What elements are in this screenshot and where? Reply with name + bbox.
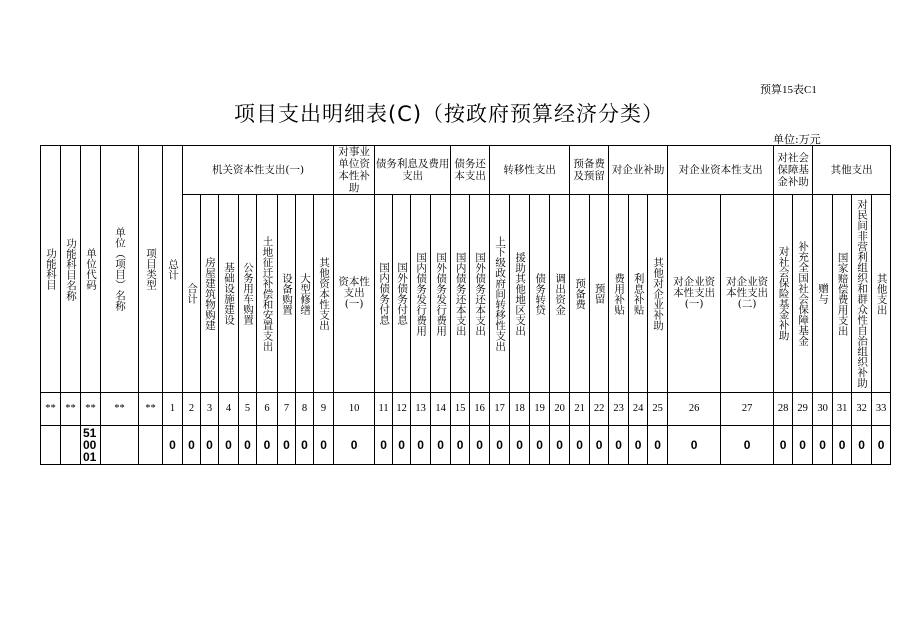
column-number: 25 bbox=[648, 393, 668, 426]
subheader-25: 对企业资本性支出(一) bbox=[668, 195, 721, 393]
cell-unit-name bbox=[101, 426, 139, 465]
value-cell: 0 bbox=[510, 426, 530, 465]
column-number: 29 bbox=[793, 393, 813, 426]
column-number: 6 bbox=[257, 393, 278, 426]
subheader-30: 国家赔偿费用支出 bbox=[833, 195, 852, 393]
column-number: 20 bbox=[550, 393, 570, 426]
group-reserve: 预备费及预留 bbox=[570, 146, 609, 195]
header-row-groups bbox=[41, 146, 891, 195]
subheader-3: 基础设施建设 bbox=[219, 195, 239, 393]
value-cell: 0 bbox=[490, 426, 510, 465]
value-cell: 0 bbox=[375, 426, 393, 465]
column-number: ** bbox=[101, 393, 139, 426]
group-transfer: 转移性支出 bbox=[490, 146, 570, 195]
value-cell: 0 bbox=[393, 426, 411, 465]
subheader-11: 国外债务付息 bbox=[393, 195, 411, 393]
page-title: 项目支出明细表(C)（按政府预算经济分类） bbox=[233, 102, 665, 126]
value-cell: 0 bbox=[219, 426, 239, 465]
column-number: ** bbox=[81, 393, 101, 426]
value-cell: 0 bbox=[774, 426, 793, 465]
value-cell: 0 bbox=[530, 426, 550, 465]
column-number: 27 bbox=[721, 393, 774, 426]
column-number: 23 bbox=[609, 393, 629, 426]
subheader-10: 国内债务付息 bbox=[375, 195, 393, 393]
column-number: 17 bbox=[490, 393, 510, 426]
value-cell: 0 bbox=[257, 426, 278, 465]
value-cell: 0 bbox=[239, 426, 257, 465]
subheader-26: 对企业资本性支出(二) bbox=[721, 195, 774, 393]
column-number: 3 bbox=[201, 393, 219, 426]
column-number: 2 bbox=[183, 393, 201, 426]
group-institution-capital-subsidy: 对事业单位资本性补助 bbox=[334, 146, 375, 195]
header-function-code: 功能科目 bbox=[41, 146, 61, 393]
header-project-type: 项目类型 bbox=[139, 146, 163, 393]
value-cell: 0 bbox=[451, 426, 470, 465]
column-number: 32 bbox=[852, 393, 872, 426]
subheader-5: 土地征迁补偿和安置支出 bbox=[257, 195, 278, 393]
subheader-19: 调出资金 bbox=[550, 195, 570, 393]
subheader-17: 援助其他地区支出 bbox=[510, 195, 530, 393]
subheader-22: 费用补贴 bbox=[609, 195, 629, 393]
cell-project-type bbox=[139, 426, 163, 465]
value-cell: 0 bbox=[648, 426, 668, 465]
value-cell: 0 bbox=[183, 426, 201, 465]
column-number: 10 bbox=[334, 393, 375, 426]
column-number: 5 bbox=[239, 393, 257, 426]
column-number: ** bbox=[139, 393, 163, 426]
column-number: 15 bbox=[451, 393, 470, 426]
group-social-security: 对社会保障基金补助 bbox=[774, 146, 813, 195]
subheader-24: 其他对企业补助 bbox=[648, 195, 668, 393]
subheader-23: 利息补贴 bbox=[629, 195, 648, 393]
column-number: 16 bbox=[470, 393, 490, 426]
subheader-32: 其他支出 bbox=[872, 195, 891, 393]
group-debt-interest: 债务利息及费用支出 bbox=[375, 146, 451, 195]
subheader-28: 补充全国社会保障基金 bbox=[793, 195, 813, 393]
value-cell: 0 bbox=[590, 426, 609, 465]
subheader-27: 对社会保险基金补助 bbox=[774, 195, 793, 393]
subheader-18: 债务转贷 bbox=[530, 195, 550, 393]
group-capital-expenditure-1: 机关资本性支出(一) bbox=[183, 146, 334, 195]
subheader-2: 房屋建筑物购建 bbox=[201, 195, 219, 393]
column-number: 1 bbox=[163, 393, 183, 426]
value-cell: 0 bbox=[470, 426, 490, 465]
subheader-31: 对民间非营利组织和群众性自治组织补助 bbox=[852, 195, 872, 393]
value-cell: 0 bbox=[668, 426, 721, 465]
subheader-13: 国外债务发行费用 bbox=[431, 195, 451, 393]
column-number: 28 bbox=[774, 393, 793, 426]
value-cell: 0 bbox=[334, 426, 375, 465]
header-total: 总计 bbox=[163, 146, 183, 393]
group-enterprise-capital: 对企业资本性支出 bbox=[668, 146, 774, 195]
expenditure-table bbox=[40, 145, 891, 465]
value-cell: 0 bbox=[629, 426, 648, 465]
column-number: ** bbox=[41, 393, 61, 426]
column-number: 8 bbox=[296, 393, 314, 426]
subheader-6: 设备购置 bbox=[278, 195, 296, 393]
subheader-16: 上下级政府间转移性支出 bbox=[490, 195, 510, 393]
column-number: 31 bbox=[833, 393, 852, 426]
subheader-1: 合计 bbox=[183, 195, 201, 393]
subheader-14: 国内债务还本支出 bbox=[451, 195, 470, 393]
value-cell: 0 bbox=[314, 426, 334, 465]
column-number: 12 bbox=[393, 393, 411, 426]
header-function-name: 功能科目名称 bbox=[61, 146, 81, 393]
subheader-12: 国内债务发行费用 bbox=[411, 195, 431, 393]
subheader-20: 预备费 bbox=[570, 195, 590, 393]
column-number: 18 bbox=[510, 393, 530, 426]
value-cell: 0 bbox=[609, 426, 629, 465]
value-cell: 0 bbox=[411, 426, 431, 465]
value-cell: 0 bbox=[813, 426, 833, 465]
value-cell: 0 bbox=[163, 426, 183, 465]
value-cell: 0 bbox=[793, 426, 813, 465]
table-row bbox=[41, 426, 891, 465]
group-enterprise-subsidy: 对企业补助 bbox=[609, 146, 668, 195]
form-code: 预算15表C1 bbox=[760, 84, 817, 96]
header-unit-code: 单位代码 bbox=[81, 146, 101, 393]
column-number: 22 bbox=[590, 393, 609, 426]
subheader-8: 其他资本性支出 bbox=[314, 195, 334, 393]
column-number: ** bbox=[61, 393, 81, 426]
column-number: 7 bbox=[278, 393, 296, 426]
column-number: 26 bbox=[668, 393, 721, 426]
column-number: 30 bbox=[813, 393, 833, 426]
header-unit-project-name: 单位（项目）名称 bbox=[101, 146, 139, 393]
column-number: 9 bbox=[314, 393, 334, 426]
value-cell: 0 bbox=[278, 426, 296, 465]
value-cell: 0 bbox=[431, 426, 451, 465]
column-number: 13 bbox=[411, 393, 431, 426]
value-cell: 0 bbox=[833, 426, 852, 465]
column-number: 11 bbox=[375, 393, 393, 426]
column-number: 33 bbox=[872, 393, 891, 426]
column-number: 21 bbox=[570, 393, 590, 426]
subheader-4: 公务用车购置 bbox=[239, 195, 257, 393]
subheader-21: 预留 bbox=[590, 195, 609, 393]
value-cell: 0 bbox=[296, 426, 314, 465]
subheader-29: 赠与 bbox=[813, 195, 833, 393]
column-number: 24 bbox=[629, 393, 648, 426]
value-cell: 0 bbox=[872, 426, 891, 465]
subheader-15: 国外债务还本支出 bbox=[470, 195, 490, 393]
column-number: 19 bbox=[530, 393, 550, 426]
value-cell: 0 bbox=[201, 426, 219, 465]
group-other: 其他支出 bbox=[813, 146, 891, 195]
column-number: 14 bbox=[431, 393, 451, 426]
value-cell: 0 bbox=[570, 426, 590, 465]
subheader-7: 大型修缮 bbox=[296, 195, 314, 393]
column-number-row bbox=[41, 393, 891, 426]
group-debt-principal: 债务还本支出 bbox=[451, 146, 490, 195]
value-cell: 0 bbox=[852, 426, 872, 465]
column-number: 4 bbox=[219, 393, 239, 426]
subheader-9: 资本性支出(一) bbox=[334, 195, 375, 393]
cell-unit-code: 51 00 01 bbox=[81, 426, 101, 465]
unit-label: 单位:万元 bbox=[773, 133, 821, 146]
value-cell: 0 bbox=[550, 426, 570, 465]
value-cell: 0 bbox=[721, 426, 774, 465]
cell-function-code bbox=[41, 426, 61, 465]
cell-function-name bbox=[61, 426, 81, 465]
